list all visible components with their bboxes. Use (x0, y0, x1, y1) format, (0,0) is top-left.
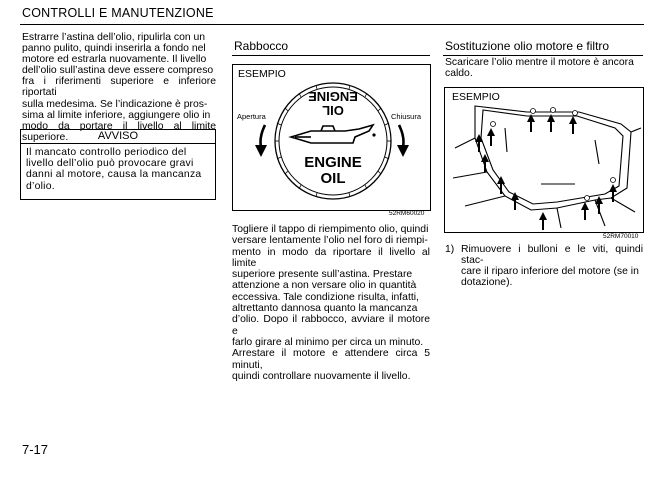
text-line: motore ed estrarla nuovamente. Il livello (22, 54, 207, 66)
text-line: d’olio. (26, 180, 55, 192)
text-line: mento in modo da riportare il livello al limite (232, 246, 430, 269)
open-direction-label: Apertura (237, 112, 266, 121)
cap-text-line: ENGINE (308, 89, 358, 104)
text-line: sulla medesima. Se l’indicazione è pros- (22, 98, 208, 110)
open-arrow-icon (261, 125, 266, 147)
close-direction-label: Chiusura (391, 112, 422, 121)
step-number: 1) (445, 244, 455, 255)
text-line: dotazione). (461, 277, 513, 289)
oil-drop-icon (372, 133, 375, 136)
text-line: Estrarre l’astina dell’olio, ripulirla con un (22, 32, 206, 43)
cap-text-upright (293, 155, 373, 187)
text-line: sima al limite inferiore, aggiungere olio in (22, 109, 211, 121)
text-line: Rimuovere i bulloni e le viti, quindi stac- (461, 244, 643, 267)
cap-text-line: OIL (320, 170, 346, 187)
bolt-arrows (475, 114, 617, 230)
engine-underside-drawing (445, 88, 643, 232)
section-title-oil-change: Sostituzione olio motore e filtro (445, 39, 610, 53)
text-line: superiore presente sull’astina. Prestare (232, 269, 413, 281)
text-line: modo da portare il livello al limite superiore. (22, 120, 216, 143)
figure-code: 52RM70010 (603, 233, 639, 240)
text-line: quindi controllare nuovamente il livello. (232, 370, 411, 382)
open-arrowhead-icon (255, 145, 267, 157)
figure-code: 52RM60020 (389, 210, 425, 217)
text-line: eccessiva. Tale condizione risulta, infatti, (232, 291, 419, 303)
text-line: d’olio. Dopo il rabbocco, avviare il motore e (232, 314, 430, 337)
page-header-title: CONTROLLI E MANUTENZIONE (22, 6, 214, 20)
warning-title: AVVISO (20, 129, 216, 144)
close-arrow-icon (399, 125, 404, 147)
warning-text (20, 144, 216, 200)
oil-change-steps (445, 244, 643, 288)
section-rule (443, 55, 643, 56)
dipstick-instructions (22, 32, 216, 143)
text-line: altrettanto dannosa quanto la mancanza (232, 303, 418, 315)
text-line: fra i riferimenti superiore e inferiore riportati (22, 76, 216, 99)
header-rule (20, 24, 644, 25)
text-line: dell’olio sull’astina deve essere compreso (22, 65, 214, 77)
text-line: panno pulito, quindi inserirla a fondo nel (22, 43, 206, 55)
cap-text-inverted (293, 89, 373, 117)
text-line: Il mancato controllo periodico del (26, 147, 187, 158)
figure-label: ESEMPIO (452, 91, 500, 103)
close-arrowhead-icon (397, 145, 409, 157)
cap-text-line: OIL (322, 103, 344, 118)
text-line: versare lentamente l’olio nel foro di riempi- (232, 235, 428, 247)
text-line: livello dell’olio può provocare gravi (26, 158, 194, 170)
section-rule (232, 55, 430, 56)
page-number: 7-17 (22, 442, 49, 457)
under-cover-outline (453, 106, 641, 228)
warning-box (20, 129, 216, 196)
oil-change-intro (445, 57, 643, 79)
text-line: care il riparo inferiore del motore (se in (461, 266, 639, 278)
step-item (445, 244, 643, 288)
figure-label: ESEMPIO (238, 68, 286, 80)
cap-text-line: ENGINE (304, 154, 362, 171)
text-line: caldo. (445, 68, 473, 80)
text-line: Scaricare l’olio mentre il motore è ancora (445, 57, 634, 68)
refill-instructions (232, 224, 430, 382)
oil-cap-figure (232, 64, 431, 211)
text-line: attenzione a non versare olio in quantità (232, 280, 417, 292)
oil-cap-drawing (233, 65, 430, 210)
text-line: Togliere il tappo di riempimento olio, quindi (232, 224, 429, 235)
text-line: Arrestare il motore e attendere circa 5 minuti, (232, 348, 430, 371)
engine-underside-figure (444, 87, 644, 233)
text-line: danni al motore, causa la mancanza (26, 169, 202, 181)
section-title-refill: Rabbocco (234, 39, 289, 53)
text-line: farlo girare al minimo per circa un minuto. (232, 336, 424, 348)
